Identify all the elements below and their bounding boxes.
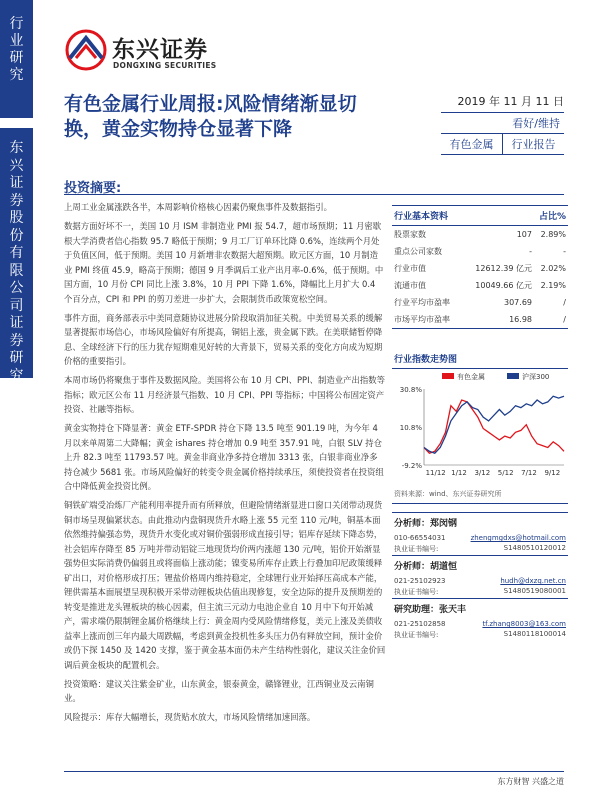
cert-number: S1480519080001	[503, 587, 566, 595]
rating-row	[441, 113, 564, 134]
series-line-1	[424, 400, 564, 453]
stat-label: 流通市值	[394, 281, 426, 290]
analyst-email[interactable]: zhengmgdxs@hotmail.com	[470, 534, 566, 542]
stat-pct: /	[563, 315, 566, 324]
series-line-2	[424, 396, 564, 453]
chart-title: 行业指数走势图	[392, 349, 568, 369]
table-row	[392, 226, 568, 243]
analyst-email[interactable]: hudh@dxzq.net.cn	[500, 577, 566, 585]
abstract-paragraph: 事件方面，商务部表示中美同意随协议进展分阶段取消加征关税。中美贸易关系的缓解显著提振市场信心，市场风险偏好有所提高，铜铝上涨，贵金属下跌。在美联储暂停降息、全球经济下行的压力犹存短期难见好转的大背景下，贸易关系的变化方向成为短期价格的重要指引。	[64, 312, 383, 366]
analyst-contact	[392, 533, 568, 543]
company-logo	[64, 28, 234, 78]
analyst-role: 分析师：	[394, 519, 431, 529]
stat-pct: -	[563, 247, 566, 256]
analyst-phone: 021-25102923	[394, 577, 446, 585]
analyst-cert	[392, 543, 568, 555]
sidebar-category-label: 行业研究	[9, 16, 24, 83]
stat-pct: /	[563, 298, 566, 307]
x-tick-label: 7/12	[521, 469, 537, 477]
analyst-name: 张天丰	[439, 605, 467, 615]
x-tick-label: 11/12	[425, 469, 446, 477]
report-date: 2019 年 11 月 11 日	[441, 93, 564, 113]
analyst-name: 郑闵钢	[430, 519, 458, 529]
report-title: 有色金属行业周报:风险情绪渐显切换，黄金实物持仓显著下降	[64, 93, 357, 140]
stat-label: 行业市值	[394, 264, 426, 273]
table-row	[392, 311, 568, 329]
analyst-heading	[392, 512, 568, 533]
analyst-heading	[392, 555, 568, 576]
stats-pct-header: 占比%	[538, 212, 566, 222]
x-tick-label: 9/12	[544, 469, 561, 477]
stat-pct: 2.02%	[540, 264, 566, 273]
stat-pct: 2.89%	[540, 230, 566, 239]
legend-label: 有色金属	[457, 373, 485, 381]
logo-text-en: DONGXING SECURITIES	[113, 61, 217, 70]
analyst-card	[392, 598, 568, 641]
stat-label: 重点公司家数	[394, 247, 442, 256]
abstract-paragraph: 风险提示：库存大幅增长，现货贴水放大，市场风险情绪加速回落。	[64, 712, 316, 722]
analyst-phone: 021-25102858	[394, 620, 446, 628]
rating-badge: 看好/维持	[512, 117, 560, 130]
industry-tag: 有色金属	[449, 138, 494, 151]
analyst-cert	[392, 629, 568, 641]
footer-divider	[64, 771, 564, 772]
analyst-card	[392, 555, 568, 598]
stat-value: -	[529, 247, 532, 256]
abstract-paragraph: 本周市场仍将聚焦于事件及数据风险。美国将公布 10 月 CPI、PPI、制造业产出指数等指标；欧元区公布 11 月经济景气指数、10 月 CPI、PPI 等指标；中国将公布固定资产投资、社融等指标。	[64, 375, 385, 414]
table-row	[392, 277, 568, 294]
tag-row	[441, 134, 564, 155]
stat-value: 16.98	[509, 315, 532, 324]
analyst-card	[392, 512, 568, 555]
stat-label: 行业平均市盈率	[394, 298, 450, 307]
analyst-section	[392, 512, 568, 641]
stat-label: 市场平均市盈率	[394, 315, 450, 324]
chart-svg	[392, 369, 568, 487]
abstract-heading: 投资摘要:	[64, 181, 122, 196]
index-trend-chart	[392, 369, 568, 487]
stats-title: 行业基本资料	[394, 212, 449, 222]
report-type-tag: 行业报告	[502, 134, 564, 154]
stat-value: 10049.66 亿元	[475, 281, 532, 290]
analyst-role: 分析师：	[394, 562, 431, 572]
logo-mark-icon	[64, 28, 108, 72]
stat-label: 股票家数	[394, 230, 426, 239]
cert-label: 执业证书编号:	[394, 545, 439, 553]
right-column	[392, 205, 568, 641]
cert-number: S1480510120012	[503, 544, 566, 552]
sidebar-category	[0, 0, 33, 118]
y-tick-label: 30.8%	[399, 386, 422, 394]
abstract-paragraph: 数据方面好坏不一，美国 10 月 ISM 非制造业 PMI 报 54.7，超市场预期；11 月密歇根大学消费者信心指数 95.7 略低于预期；9 月工厂订单环比降 0.6%，连续两个月处于负值区间，低于预期。美国 10 月新增非农数据大超预期。欧元区方面，10 月制造业 PMI 终值 45.9，略高于预期；德国 9 月季调后工业产出月率-0.6%，低于预期。中国方面，10 月份 CPI 同比上涨 3.8%，10 月 PPI 下降 1.6%，降幅比上月扩大 0.4 个百分点，CPI 和 PPI 的剪刀差进一步扩大，会限制货币政策宽松空间。	[64, 221, 384, 304]
legend-label: 沪深300	[522, 373, 550, 381]
header-meta	[441, 93, 564, 155]
table-row	[392, 260, 568, 277]
cert-number: S1480118100014	[503, 630, 566, 638]
analyst-heading	[392, 598, 568, 619]
cert-label: 执业证书编号:	[394, 588, 439, 596]
stat-value: 307.69	[504, 298, 532, 307]
sidebar	[0, 0, 33, 800]
x-tick-label: 1/12	[451, 469, 467, 477]
abstract-body	[64, 200, 386, 729]
legend-swatch	[442, 373, 454, 379]
analyst-role: 研究助理：	[394, 605, 440, 615]
sidebar-company-label: 东兴证券股份有限公司证券研究报告	[9, 140, 24, 419]
table-row	[392, 243, 568, 260]
chart-source: 资料来源：wind、东兴证券研究所	[392, 487, 568, 504]
analyst-contact	[392, 619, 568, 629]
x-tick-label: 5/12	[497, 469, 514, 477]
stats-header	[392, 205, 568, 226]
logo-text-cn: 东兴证券	[112, 37, 208, 63]
y-tick-label: 10.8%	[399, 424, 422, 432]
analyst-cert	[392, 586, 568, 598]
legend-swatch	[507, 373, 519, 379]
x-tick-label: 3/12	[474, 469, 491, 477]
analyst-contact	[392, 576, 568, 586]
y-tick-label: -9.2%	[401, 462, 422, 470]
stats-table	[392, 226, 568, 329]
abstract-paragraph: 投资策略：建议关注紫金矿业，山东黄金，银泰黄金，赣锋锂业，江西铜业及云南铜业。	[64, 678, 374, 703]
abstract-divider	[64, 194, 564, 195]
abstract-paragraph: 上周工业金属涨跌各半，本周影响价格核心因素仍聚焦事件及数据指引。	[64, 202, 332, 212]
abstract-paragraph: 铜铁矿端受冶炼厂产能利用率提升而有所释放，但避险情绪渐显进口窗口关闭带动现货铜市场呈现偏紧状态。由此推动内盘铜现货升水略上涨 55 元至 110 元/吨，铜基本面依然维持偏强态势，现货升水变化或对铜价强弱形成直接引导；铝库存延续下降态势，社会铝库存降至 85 万吨并带动铝锭三地现货均价两内涨超 130 元/吨，铝价开始渐显强势但实际消费仍偏弱且或将面临上涨动能；镍变易所库存止跌上行叠加印尼政策缓释矿出口，对价格形成打压；锂盐价格周内维持稳定，全球锂行业开始择压高成本产能，锂供需基本面展望呈现积极开采带动锂板块估值出现修复，安全边际的提升及预期差的转变是推进龙头锂板块的核心因素，但主流三元动力电池企业自 10 月中下旬开始减产，需求端仍限制锂金属价格继续上行：黄金周内受风险情绪修复，美元上涨及美债收益率上涨而创三年内最大周跌幅，考虑到黄金投机性多头压力仍有释放空间，预计金价或仍下探 1450 及 1420 支撑，鉴于黄金基本面仍未产生结构性弱化，建议关注金价回调后黄金板块的配置机会。	[64, 500, 386, 670]
analyst-phone: 010-66554031	[394, 534, 446, 542]
sidebar-company	[0, 128, 33, 419]
cert-label: 执业证书编号:	[394, 631, 439, 639]
table-row	[392, 294, 568, 311]
abstract-paragraph: 黄金实物持仓下降显著：黄金 ETF-SPDR 持仓下降 13.5 吨至 901.19 吨，为今年 4 月以来单周第二大降幅；黄金 ishares 持仓增加 0.9 吨至 357.91 吨，白银 SLV 持仓上升 82.3 吨至 11793.57 吨。黄金非商业净多持仓增加 3313 张，白银非商业净多持仓减少 5681 张。市场风险偏好的转变令贵金属价格持续承压，须使投资者在投资组合中降低黄金投资比例。	[64, 423, 384, 491]
stat-pct: 2.19%	[540, 281, 566, 290]
stat-value: 12612.39 亿元	[475, 264, 532, 273]
analyst-name: 胡道恒	[430, 562, 458, 572]
stat-value: 107	[516, 230, 532, 239]
footer-slogan: 东方财智 兴盛之道	[497, 777, 564, 786]
analyst-email[interactable]: tf.zhang8003@163.com	[482, 620, 566, 628]
